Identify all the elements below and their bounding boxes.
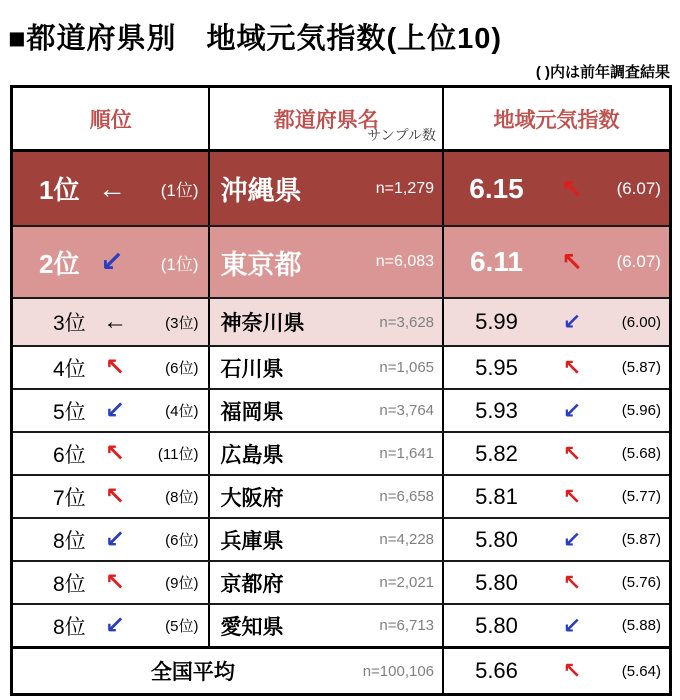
- rank-label: 7位: [53, 486, 86, 510]
- rank-cell: [13, 390, 208, 431]
- sample-size: n=1,641: [379, 445, 435, 462]
- index-cell: [442, 605, 669, 646]
- previous-index: (6.07): [616, 252, 661, 271]
- header-prefecture-label: 都道府県名: [273, 108, 379, 132]
- header-prefecture: [208, 88, 442, 149]
- previous-index: (5.87): [621, 531, 661, 548]
- prefecture-cell: [208, 433, 442, 474]
- sample-size: n=4,228: [379, 531, 435, 548]
- national-average-index-value: 5.66: [475, 658, 518, 683]
- table-header-row: [13, 88, 669, 152]
- rank-label: 4位: [53, 357, 86, 381]
- rank-cell: [13, 299, 208, 345]
- index-value: 5.81: [475, 483, 518, 509]
- sample-size: n=6,658: [379, 488, 435, 505]
- previous-rank: (6位): [165, 360, 199, 377]
- prefecture-name: 愛知県: [220, 615, 284, 639]
- national-average-previous-index: (5.64): [621, 662, 661, 680]
- rank-change-arrow: ↙: [100, 246, 124, 277]
- rank-change-arrow: ↙: [105, 396, 126, 424]
- rank-label: 1位: [39, 175, 80, 205]
- table-row: [13, 517, 669, 560]
- index-cell: [442, 152, 669, 225]
- table-row: [13, 431, 669, 474]
- rank-label: 6位: [53, 443, 86, 467]
- national-average-cell: [13, 649, 442, 693]
- index-change-arrow: ↖: [562, 354, 582, 380]
- previous-index: (5.76): [621, 574, 661, 591]
- index-cell: [442, 227, 669, 297]
- rank-change-arrow: ↖: [105, 482, 126, 510]
- rank-change-arrow: ↙: [105, 611, 126, 639]
- prefecture-cell: [208, 390, 442, 431]
- prefecture-cell: [208, 347, 442, 388]
- previous-index: (6.07): [616, 178, 661, 198]
- previous-rank: (8位): [165, 489, 199, 506]
- table-row: [13, 225, 669, 297]
- previous-index: (5.87): [621, 359, 661, 376]
- index-change-arrow: ↖: [562, 658, 582, 683]
- index-change-arrow: ↙: [562, 397, 582, 423]
- index-value: 5.80: [475, 612, 518, 638]
- header-index: [442, 88, 669, 149]
- prefecture-cell: [208, 152, 442, 225]
- prefecture-cell: [208, 519, 442, 560]
- rank-cell: [13, 519, 208, 560]
- rank-change-arrow: ↙: [105, 525, 126, 553]
- rank-change-arrow: ↖: [105, 439, 126, 467]
- national-average-row: [13, 646, 669, 693]
- index-value: 5.99: [475, 309, 518, 334]
- rank-cell: [13, 476, 208, 517]
- previous-rank: (11位): [157, 446, 199, 463]
- table-row: [13, 152, 669, 225]
- rank-change-arrow: ←: [103, 308, 128, 335]
- previous-index: (5.68): [621, 445, 661, 462]
- previous-index: (5.77): [621, 488, 661, 505]
- sample-size: n=6,083: [375, 253, 435, 270]
- rank-label: 8位: [53, 615, 86, 639]
- index-value: 5.80: [475, 569, 518, 595]
- index-cell: [442, 390, 669, 431]
- index-cell: [442, 562, 669, 603]
- prefecture-cell: [208, 562, 442, 603]
- index-value: 6.11: [470, 246, 523, 277]
- rank-cell: [13, 562, 208, 603]
- previous-index: (5.88): [621, 617, 661, 634]
- index-change-arrow: ↖: [562, 483, 582, 509]
- table-row: [13, 297, 669, 345]
- prefecture-cell: [208, 227, 442, 297]
- index-change-arrow: ↖: [561, 173, 583, 204]
- ranking-table: [10, 85, 672, 696]
- index-value: 5.95: [475, 354, 518, 380]
- index-cell: [442, 347, 669, 388]
- prefecture-name: 福岡県: [220, 400, 284, 424]
- index-change-arrow: ↖: [562, 440, 582, 466]
- header-rank-label: 順位: [89, 108, 132, 132]
- index-change-arrow: ↙: [562, 309, 582, 334]
- index-value: 5.93: [475, 397, 518, 423]
- index-change-arrow: ↖: [561, 247, 583, 277]
- table-row: [13, 474, 669, 517]
- table-row: [13, 388, 669, 431]
- rank-label: 8位: [53, 529, 86, 553]
- prefecture-name: 広島県: [220, 443, 284, 467]
- index-value: 6.15: [469, 172, 524, 204]
- rank-cell: [13, 152, 208, 225]
- rank-label: 5位: [53, 400, 86, 424]
- rank-label: 8位: [53, 572, 86, 596]
- prefecture-name: 東京都: [220, 249, 302, 280]
- page-title: ■都道府県別 地域元気指数(上位10): [8, 23, 503, 55]
- header-sample-size-label: サンプル数: [367, 127, 437, 143]
- previous-rank: (4位): [165, 403, 199, 420]
- sample-size: n=3,628: [379, 313, 435, 331]
- rank-label: 3位: [53, 312, 86, 335]
- sample-size: n=3,764: [379, 402, 435, 419]
- sample-size: n=2,021: [379, 574, 435, 591]
- prefecture-cell: [208, 605, 442, 646]
- prefecture-name: 兵庫県: [220, 529, 284, 553]
- index-cell: [442, 433, 669, 474]
- rank-change-arrow: ↖: [105, 568, 126, 596]
- previous-rank: (1位): [160, 181, 199, 200]
- previous-rank: (3位): [165, 314, 199, 332]
- previous-rank: (5位): [165, 618, 199, 635]
- prefecture-cell: [208, 299, 442, 345]
- national-average-sample-size: n=100,106: [362, 662, 435, 680]
- prefecture-name: 大阪府: [220, 486, 284, 510]
- prefecture-name: 石川県: [220, 357, 284, 381]
- previous-year-note: ( )内は前年調査結果: [535, 64, 670, 81]
- header-rank: [13, 88, 208, 149]
- table-row: [13, 603, 669, 646]
- rank-cell: [13, 227, 208, 297]
- rank-change-arrow: ↖: [105, 353, 126, 381]
- index-cell: [442, 476, 669, 517]
- table-row: [13, 345, 669, 388]
- prefecture-name: 神奈川県: [220, 312, 305, 335]
- national-average-index-cell: [442, 649, 669, 693]
- index-change-arrow: ↖: [562, 569, 582, 595]
- national-average-label: 全国平均: [150, 661, 235, 684]
- previous-index: (5.96): [621, 402, 661, 419]
- previous-rank: (9位): [165, 575, 199, 592]
- rank-cell: [13, 433, 208, 474]
- rank-cell: [13, 347, 208, 388]
- prefecture-name: 京都府: [220, 572, 284, 596]
- prefecture-cell: [208, 476, 442, 517]
- index-cell: [442, 519, 669, 560]
- previous-rank: (1位): [160, 254, 199, 274]
- prefecture-name: 沖縄県: [220, 176, 302, 206]
- sample-size: n=6,713: [379, 617, 435, 634]
- index-change-arrow: ↙: [562, 612, 582, 638]
- previous-rank: (6位): [165, 532, 199, 549]
- index-change-arrow: ↙: [562, 526, 582, 552]
- table-rows: [13, 152, 669, 646]
- header-index-label: 地域元気指数: [493, 108, 620, 132]
- sample-size: n=1,065: [379, 359, 435, 376]
- table-row: [13, 560, 669, 603]
- index-cell: [442, 299, 669, 345]
- index-value: 5.82: [475, 440, 518, 466]
- rank-change-arrow: ←: [97, 172, 126, 204]
- previous-index: (6.00): [621, 313, 661, 331]
- sample-size: n=1,279: [375, 179, 435, 197]
- index-value: 5.80: [475, 526, 518, 552]
- rank-cell: [13, 605, 208, 646]
- rank-label: 2位: [39, 248, 80, 279]
